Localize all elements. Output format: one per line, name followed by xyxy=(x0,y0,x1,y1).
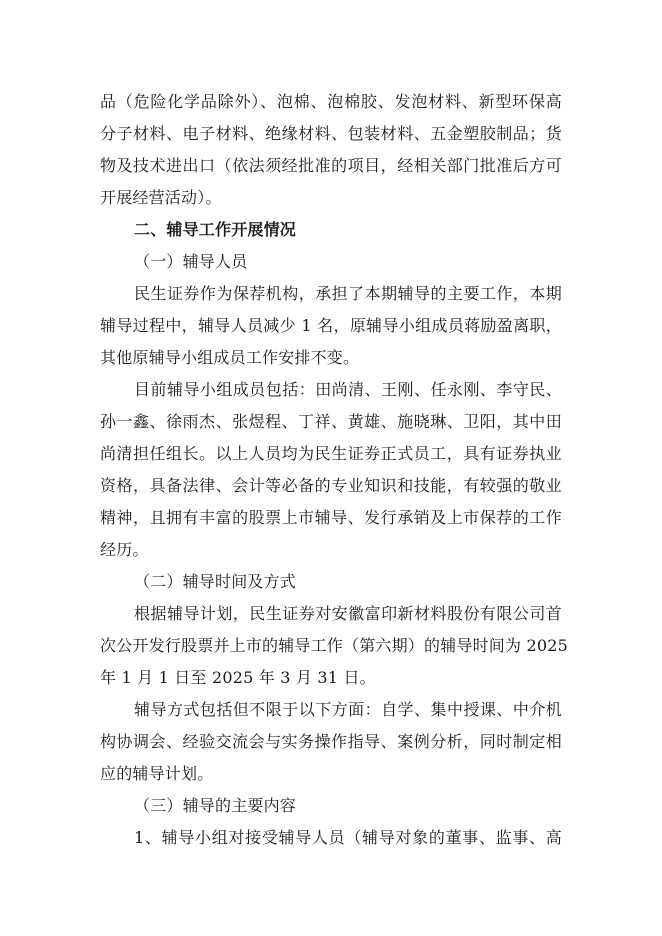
paragraph-line: 开展经营活动）。 xyxy=(100,188,222,207)
paragraph-line: 辅导方式包括但不限于以下方面：自学、集中授课、中介机 xyxy=(134,700,562,719)
subsection-heading: （三）辅导的主要内容 xyxy=(134,796,297,815)
paragraph-line: 孙一鑫、徐雨杰、张煜程、丁祥、黄雄、施晓琳、卫阳，其中田 xyxy=(100,412,562,431)
paragraph-line: 经历。 xyxy=(100,540,149,559)
paragraph-line: 精神，且拥有丰富的股票上市辅导、发行承销及上市保荐的工作 xyxy=(100,508,562,527)
paragraph-line: 根据辅导计划，民生证券对安徽富印新材料股份有限公司首 xyxy=(134,604,562,623)
paragraph-line: 年 1 月 1 日至 2025 年 3 月 31 日。 xyxy=(100,668,376,687)
paragraph-line: 品（危险化学品除外）、泡棉、泡棉胶、发泡材料、新型环保高 xyxy=(100,92,562,111)
paragraph-line: 资格，具备法律、会计等必备的专业知识和技能，有较强的敬业 xyxy=(100,476,562,495)
paragraph-line: 尚清担任组长。以上人员均为民生证券正式员工，具有证券执业 xyxy=(100,444,562,463)
paragraph-line: 构协调会、经验交流会与实务操作指导、案例分析，同时制定相 xyxy=(100,732,562,751)
subsection-heading: （一）辅导人员 xyxy=(134,252,248,271)
section-heading: 二、辅导工作开展情况 xyxy=(134,220,297,239)
paragraph-line: 民生证券作为保荐机构，承担了本期辅导的主要工作，本期 xyxy=(134,284,562,303)
paragraph-line: 次公开发行股票并上市的辅导工作（第六期）的辅导时间为 2025 xyxy=(100,636,569,655)
paragraph-line: 目前辅导小组成员包括：田尚清、王刚、任永刚、李守民、 xyxy=(134,380,562,399)
paragraph-line: 应的辅导计划。 xyxy=(100,764,214,783)
paragraph-line: 1、辅导小组对接受辅导人员（辅导对象的董事、监事、高 xyxy=(134,828,562,847)
paragraph-line: 分子材料、电子材料、绝缘材料、包装材料、五金塑胶制品；货 xyxy=(100,124,562,143)
paragraph-line: 其他原辅导小组成员工作安排不变。 xyxy=(100,348,360,367)
subsection-heading: （二）辅导时间及方式 xyxy=(134,572,297,591)
paragraph-line: 物及技术进出口（依法须经批准的项目，经相关部门批准后方可 xyxy=(100,156,562,175)
paragraph-line: 辅导过程中，辅导人员减少 1 名，原辅导小组成员蒋励盈离职， xyxy=(100,316,562,335)
